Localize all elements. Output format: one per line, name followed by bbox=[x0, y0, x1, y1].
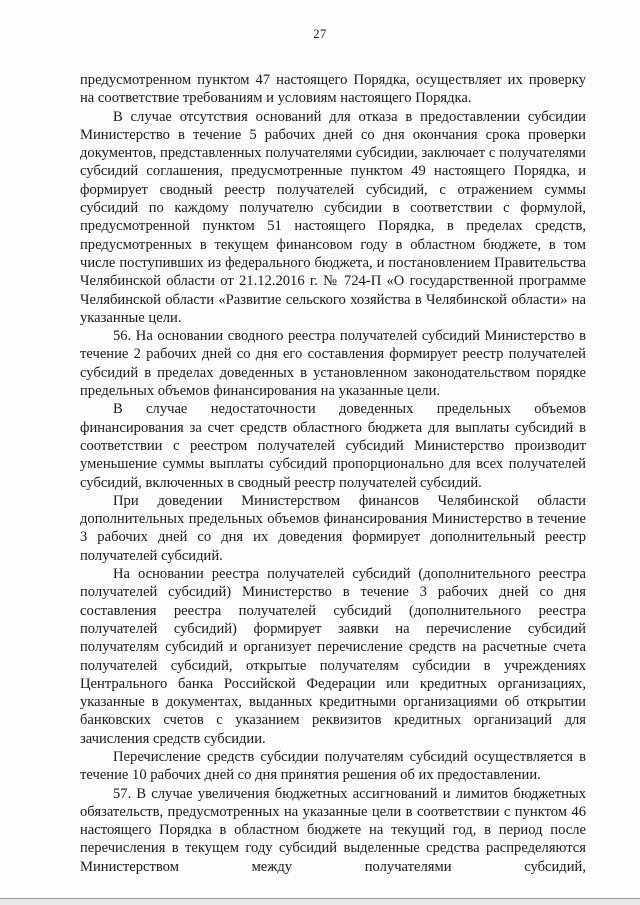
paragraph-continuation: предусмотренном пунктом 47 настоящего Порядка, осуществляет их проверку на соответствие требованиям и условиям настоящего Порядка. bbox=[80, 72, 586, 107]
paragraph-transfer-requests: На основании реестра получателей субсидий (дополнительного реестра получателей субсидий) Министерство в течение 3 рабочих дней со дня составления реестра получателей субсидий (дополнительного реестра получателей субсидий) формирует заявки на перечисление субсидий получателям субсидий и организует перечисление средств на расчетные счета получателей субсидий, открытые получателям субсидии в учреждениях Центрального банка Российской Федерации или кредитных организациях, указанные в документах, выданных кредитными организациями об открытии банковских счетов с указанием реквизитов кредитных организаций для зачисления средств субсидии. bbox=[80, 566, 586, 747]
paragraph-57: 57. В случае увеличения бюджетных ассигнований и лимитов бюджетных обязательств, предусмотренных на указанные цели в соответствии с пунктом 46 настоящего Порядка в областном бюджете на текущий год, в период после перечисления в текущем году субсидий выделенные средства распределяются Министерством между получателями субсидий, bbox=[80, 785, 586, 875]
document-body bbox=[80, 71, 586, 876]
scan-bottom-edge bbox=[0, 898, 640, 905]
paragraph-no-refusal-grounds: В случае отсутствия оснований для отказа в предоставлении субсидии Министерство в течение 5 рабочих дней со дня окончания срока проверки документов, представленных получателями субсидии, заключает с получателями субсидий соглашения, предусмотренные пунктом 49 настоящего Порядка, и формирует сводный реестр получателей субсидий, с отражением суммы субсидий по каждому получателю субсидии в соответствии с формулой, предусмотренной пунктом 51 настоящего Порядка, в пределах средств, предусмотренных в текущем финансовом году в областном бюджете, в том числе поступивших из федерального бюджета, и постановлением Правительства Челябинской области от 21.12.2016 г. № 724-П «О государственной программе Челябинской области «Развитие сельского хозяйства в Челябинской области» на указанные цели. bbox=[80, 108, 586, 326]
paragraph-56: 56. На основании сводного реестра получателей субсидий Министерство в течение 2 рабочих дней со дня его составления формирует реестр получателей субсидий в пределах доведенных в установленном законодательством порядке предельных объемов финансирования на указанные цели. bbox=[80, 328, 586, 400]
paragraph-transfer-deadline: Перечисление средств субсидии получателям субсидий осуществляется в течение 10 рабочих дней со дня принятия решения об их предоставлении. bbox=[80, 748, 586, 784]
page-number: 27 bbox=[313, 27, 327, 41]
paragraph-additional-funding: При доведении Министерством финансов Челябинской области дополнительных предельных объемов финансирования Министерство в течение 3 рабочих дней со дня их доведения формирует дополнительный реестр получателей субсидий. bbox=[80, 492, 586, 564]
paragraph-insufficient-funding: В случае недостаточности доведенных предельных объемов финансирования за счет средств областного бюджета для выплаты субсидий в соответствии с реестром получателей субсидий Министерство производит уменьшение суммы выплаты субсидий пропорционально для всех получателей субсидий, включенных в сводный реестр получателей субсидий. bbox=[80, 401, 586, 491]
